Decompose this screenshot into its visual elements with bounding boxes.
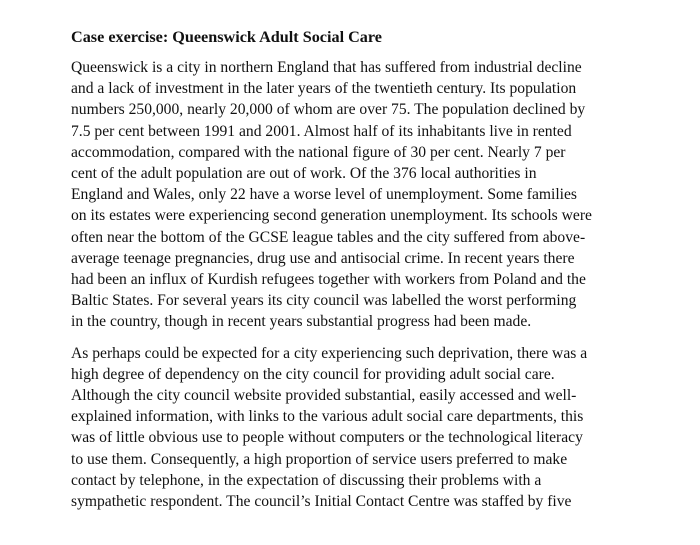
document-title: Case exercise: Queenswick Adult Social Care	[71, 28, 382, 46]
paragraph-1	[71, 57, 671, 333]
text-line: numbers 250,000, nearly 20,000 of whom are over 75. The population declined by	[71, 101, 586, 119]
text-line: and a lack of investment in the later years of the twentieth century. Its population	[71, 80, 577, 98]
text-line: Baltic States. For several years its city council was labelled the worst performing	[71, 292, 577, 310]
text-line: England and Wales, only 22 have a worse level of unemployment. Some families	[71, 186, 577, 204]
text-line: Although the city council website provided substantial, easily accessed and well-	[71, 387, 577, 405]
text-line: to use them. Consequently, a high proportion of service users preferred to make	[71, 450, 568, 468]
text-line: had been an influx of Kurdish refugees together with workers from Poland and the	[71, 271, 586, 289]
text-line: was of little obvious use to people without computers or the technological literacy	[71, 429, 583, 447]
paragraph-2	[71, 343, 671, 513]
text-line: 7.5 per cent between 1991 and 2001. Almost half of its inhabitants live in rented	[71, 122, 572, 140]
text-line: high degree of dependency on the city council for providing adult social care.	[71, 365, 555, 383]
text-line: often near the bottom of the GCSE league tables and the city suffered from above-	[71, 228, 586, 246]
text-line: in the country, though in recent years substantial progress had been made.	[71, 313, 532, 331]
text-line: Queenswick is a city in northern England that has suffered from industrial decline	[71, 59, 582, 76]
text-line: on its estates were experiencing second generation unemployment. Its schools were	[71, 207, 592, 225]
case-exercise-document	[71, 27, 671, 512]
text-line: explained information, with links to the various adult social care departments, this	[71, 408, 584, 426]
text-line: cent of the adult population are out of work. Of the 376 local authorities in	[71, 165, 537, 183]
text-line: As perhaps could be expected for a city experiencing such deprivation, there was a	[71, 344, 588, 362]
text-line: average teenage pregnancies, drug use and antisocial crime. In recent years there	[71, 249, 575, 267]
text-line: accommodation, compared with the national figure of 30 per cent. Nearly 7 per	[71, 143, 566, 161]
text-line: sympathetic respondent. The council’s Initial Contact Centre was staffed by five	[71, 493, 572, 511]
text-line: contact by telephone, in the expectation of discussing their problems with a	[71, 471, 542, 489]
